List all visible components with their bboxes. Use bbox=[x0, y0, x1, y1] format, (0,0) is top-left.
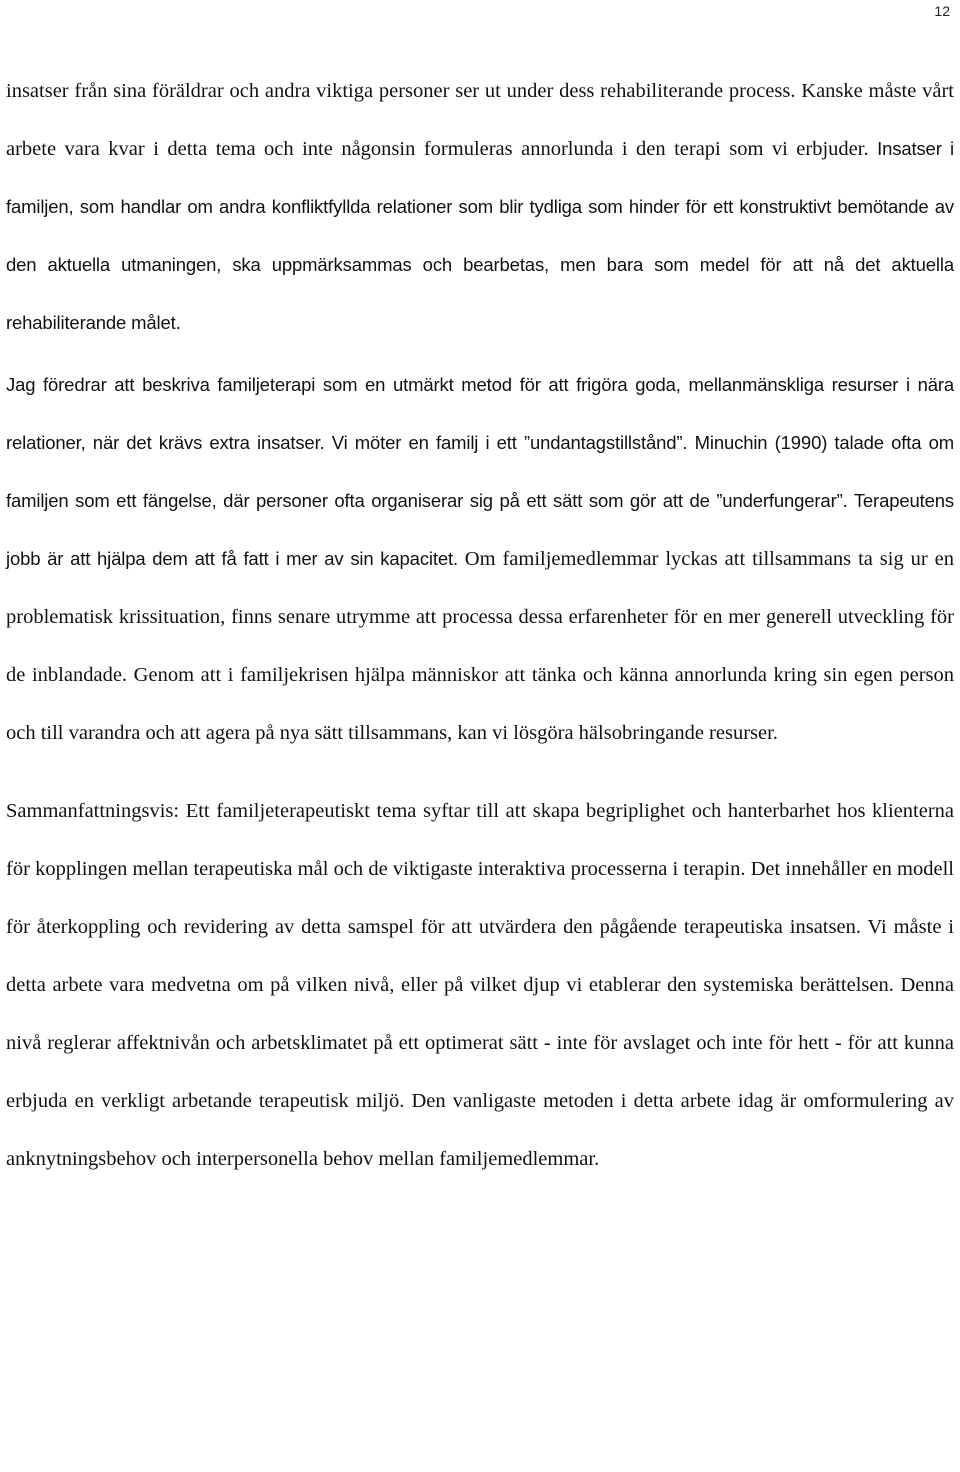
paragraph-family-therapy-part-2: Om familjemedlemmar lyckas att tillsammans ta sig ur en problematisk krissituation, finns senare utrymme att processa dessa erfarenheter för en mer generell utveckling för de inblandade. Genom att i familjekrisen hjälpa människor att tänka och känna annorlunda kring sin egen person och till varandra och att agera på nya sätt tillsammans, kan vi lösgöra hälsobringande resurser. bbox=[6, 548, 954, 744]
paragraph-summary-text: Sammanfattningsvis: Ett familjeterapeutiskt tema syftar till att skapa begriplighet och hanterbarhet hos klienterna för kopplingen mellan terapeutiska mål och de viktigaste interaktiva processerna i terapin. Det innehåller en modell för återkoppling och revidering av detta samspel för att utvärdera den pågående terapeutiska insatsen. Vi måste i detta arbete vara medvetna om på vilken nivå, eller på vilket djup vi etablerar den systemiska berättelsen. Denna nivå reglerar affektnivån och arbetsklimatet på ett optimerat sätt - inte för avslaget och inte för hett - för att kunna erbjuda en verkligt arbetande terapeutisk miljö. Den vanligaste metoden i detta arbete idag är omformulering av anknytningsbehov och interpersonella behov mellan familjemedlemmar. bbox=[6, 800, 954, 1170]
page-number: 12 bbox=[934, 3, 950, 19]
paragraph-rehabilitation-part-2: Insatser i familjen, som handlar om andra konfliktfyllda relationer som blir tydliga som hinder för ett konstruktivt bemötande av den aktuella utmaningen, ska uppmärksammas och bearbetas, men bara som medel för att nå det aktuella rehabiliterande målet. bbox=[6, 138, 955, 333]
paragraph-family-therapy bbox=[6, 356, 954, 762]
paragraph-rehabilitation bbox=[6, 62, 954, 352]
paragraph-family-therapy-part-1: Jag föredrar att beskriva familjeterapi som en utmärkt metod för att frigöra goda, mellanmänskliga resurser i nära relationer, när det krävs extra insatser. Vi möter en familj i ett ”undantagstillstånd”. Minuchin (1990) talade ofta om familjen som ett fängelse, där personer ofta organiserar sig på ett sätt som gör att de ”underfungerar”. Terapeutens jobb är att hjälpa dem att få fatt i mer av sin kapacitet. bbox=[6, 374, 954, 569]
paragraph-rehabilitation-part-1: insatser från sina föräldrar och andra viktiga personer ser ut under dess rehabiliterande process. Kanske måste vårt arbete vara kvar i detta tema och inte någonsin formuleras annorlunda i den terapi som vi erbjuder. bbox=[6, 80, 954, 160]
paragraph-summary bbox=[6, 782, 954, 1188]
document-body bbox=[6, 62, 954, 1188]
